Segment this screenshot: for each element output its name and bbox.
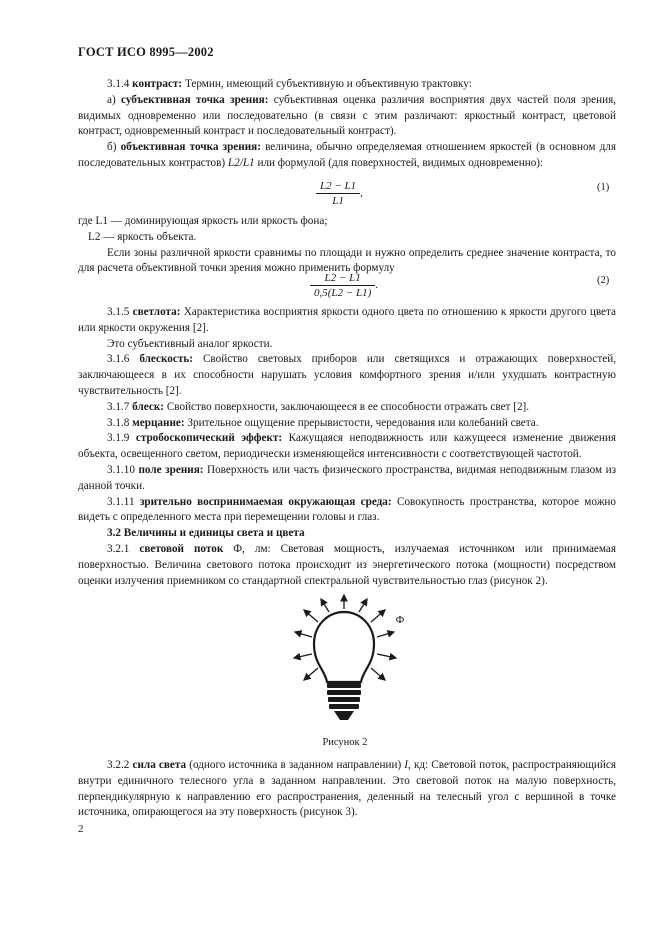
formula-legend <box>78 214 616 277</box>
definition: Ф, лм: Световая мощность, излучаемая источником или принимаемая поверхностью. Величина светового потока происходит из энергетического потока (мощности) посредством оценки излучения приемником со стандартной спектральной чувствительностью глаз (рисунок 2). <box>78 542 616 587</box>
clause-number: 3.1.7 <box>107 400 130 413</box>
definition: Кажущаяся неподвижность или кажущееся изменение движения объекта, освещенного светом, периодически изменяющейся интенсивности с соответствующей частотой. <box>78 432 616 461</box>
term: субъективная точка зрения: <box>121 93 269 106</box>
formula-2 <box>310 272 378 299</box>
clause-number: 3.1.4 <box>107 78 130 90</box>
term: сила света <box>132 759 187 771</box>
legend-line-l1: где L1 — доминирующая яркость или яркость фона; <box>78 215 328 227</box>
clause-number: 3.1.10 <box>107 463 135 476</box>
legend-line-l2: L2 — яркость объекта. <box>88 230 197 243</box>
term: стробоскопический эффект: <box>135 432 283 445</box>
paragraph-3-1-5 <box>78 305 616 337</box>
term: объективная точка зрения: <box>120 141 261 154</box>
definition: (одного источника в заданном направлении) <box>186 759 405 771</box>
section-3-2-2 <box>78 758 616 821</box>
clause-number: 3.1.6 <box>107 353 130 366</box>
formula-numerator: L2 − L1 <box>316 180 360 194</box>
formula-denominator: L1 <box>332 195 344 207</box>
light-bulb-drawing <box>287 592 407 732</box>
term: мерцание: <box>132 416 185 429</box>
item-label: а) <box>107 93 116 106</box>
intensity-symbol: I <box>404 759 409 771</box>
paragraph-3-2-2 <box>78 758 616 821</box>
definition: Поверхность или часть физического пространства, видимая неподвижным глазом из данной точки. <box>78 463 617 492</box>
formula-numerator: L2 − L1 <box>310 272 375 286</box>
definition: Характеристика восприятия яркости одного цвета по отношению к яркости другого цвета или яркости окружения [2]. <box>78 306 616 334</box>
paragraph-3-1-7 <box>78 400 616 416</box>
paragraph-3-1-8 <box>78 416 616 432</box>
definition: или формулой (для поверхностей, видимых одновременно): <box>254 156 544 169</box>
clause-number: 3.1.9 <box>107 432 130 445</box>
clause-number: 3.1.11 <box>107 495 135 508</box>
section-3-1-4 <box>78 77 616 172</box>
item-label: б) <box>107 141 117 154</box>
flux-symbol: Ф <box>395 614 405 626</box>
equation-number-1: (1) <box>597 182 610 193</box>
definition: Свойство поверхности, заключающееся в ее способности отражать свет [2]. <box>164 400 530 413</box>
clause-number: 3.1.8 <box>107 416 130 429</box>
clause-number: 3.1.5 <box>107 306 130 318</box>
term: светлота: <box>132 306 181 318</box>
paragraph-3-1-6 <box>78 352 616 399</box>
paragraph-3-1-4-b <box>78 140 616 172</box>
figure-caption: Рисунок 2 <box>322 737 368 748</box>
section-heading-3-2 <box>78 526 616 542</box>
definition: Зрительное ощущение прерывистости, чередования или колебаний света. <box>184 416 539 429</box>
formula-1 <box>316 180 363 207</box>
term: поле зрения: <box>138 463 204 476</box>
definition: Совокупность пространства, которое можно видеть с определенного места при перемещении головы и глаз. <box>78 495 617 524</box>
equation-number-2: (2) <box>597 275 610 286</box>
bulb-base <box>327 683 361 720</box>
term: блеск: <box>132 400 165 413</box>
definition: субъективная оценка различия восприятия двух частей поля зрения, видимых одновременно или последовательно (в связи с этим различают: яркостный контраст, цветовой контраст, одновременный контраст и последовательный контраст). <box>78 93 617 138</box>
section-heading: 3.2 Величины и единицы света и цвета <box>107 527 305 540</box>
formula-denominator: 0,5(L2 − L1) <box>314 287 372 299</box>
definition: величина, обычно определяемая отношением яркостей (в основном для последовательных контрастов) <box>78 141 616 169</box>
term: контраст: <box>132 78 183 90</box>
paragraph-3-1-4 <box>78 77 616 93</box>
light-bulb-icon <box>287 592 407 732</box>
luminance-ratio: L2/L1 <box>227 156 255 169</box>
definition: , кд: Световой поток, распространяющийся внутри единичного телесного угла в заданном направлении. Это световой поток на малую поверхность, перпендикулярную к направлению его распространения, деленный на телесный угол с вершиной в точке источника, опирающегося на эту поверхность (рисунок 3). <box>78 759 617 819</box>
paragraph-3-1-5-note: Это субъективный аналог яркости. <box>107 337 273 350</box>
paragraph-3-1-4-a <box>78 93 616 140</box>
paragraph-zones: Если зоны различной яркости сравнимы по площади и нужно определить среднее значение контраста, то для расчета объективной точки зрения можно применить формулу <box>78 246 616 275</box>
formula-tail: . <box>375 279 378 292</box>
paragraph-3-2-1 <box>78 542 616 589</box>
formula-tail: , <box>360 187 363 200</box>
definition: Свойство световых приборов или светящихся и отражающих поверхностей, заключающееся в их способности нарушать условия комфортного зрения и/или ухудшать контрастную чувствительность [2]. <box>78 353 617 397</box>
bulb-glass <box>314 612 374 682</box>
paragraph-3-1-11 <box>78 495 616 527</box>
paragraph-3-1-9 <box>78 431 616 463</box>
term: световой поток <box>139 542 224 555</box>
running-header: ГОСТ ИСО 8995—2002 <box>78 45 214 59</box>
term: зрительно воспринимаемая окружающая среда: <box>139 495 392 508</box>
paragraph-3-1-10 <box>78 463 616 495</box>
clause-number: 3.2.2 <box>107 759 130 771</box>
definition: Термин, имеющий субъективную и объективную трактовку: <box>182 78 472 90</box>
clause-number: 3.2.1 <box>107 542 130 555</box>
term: блескость: <box>139 353 193 366</box>
sections-3-1-5-to-3-2-1 <box>78 305 616 589</box>
page-number: 2 <box>78 823 84 835</box>
